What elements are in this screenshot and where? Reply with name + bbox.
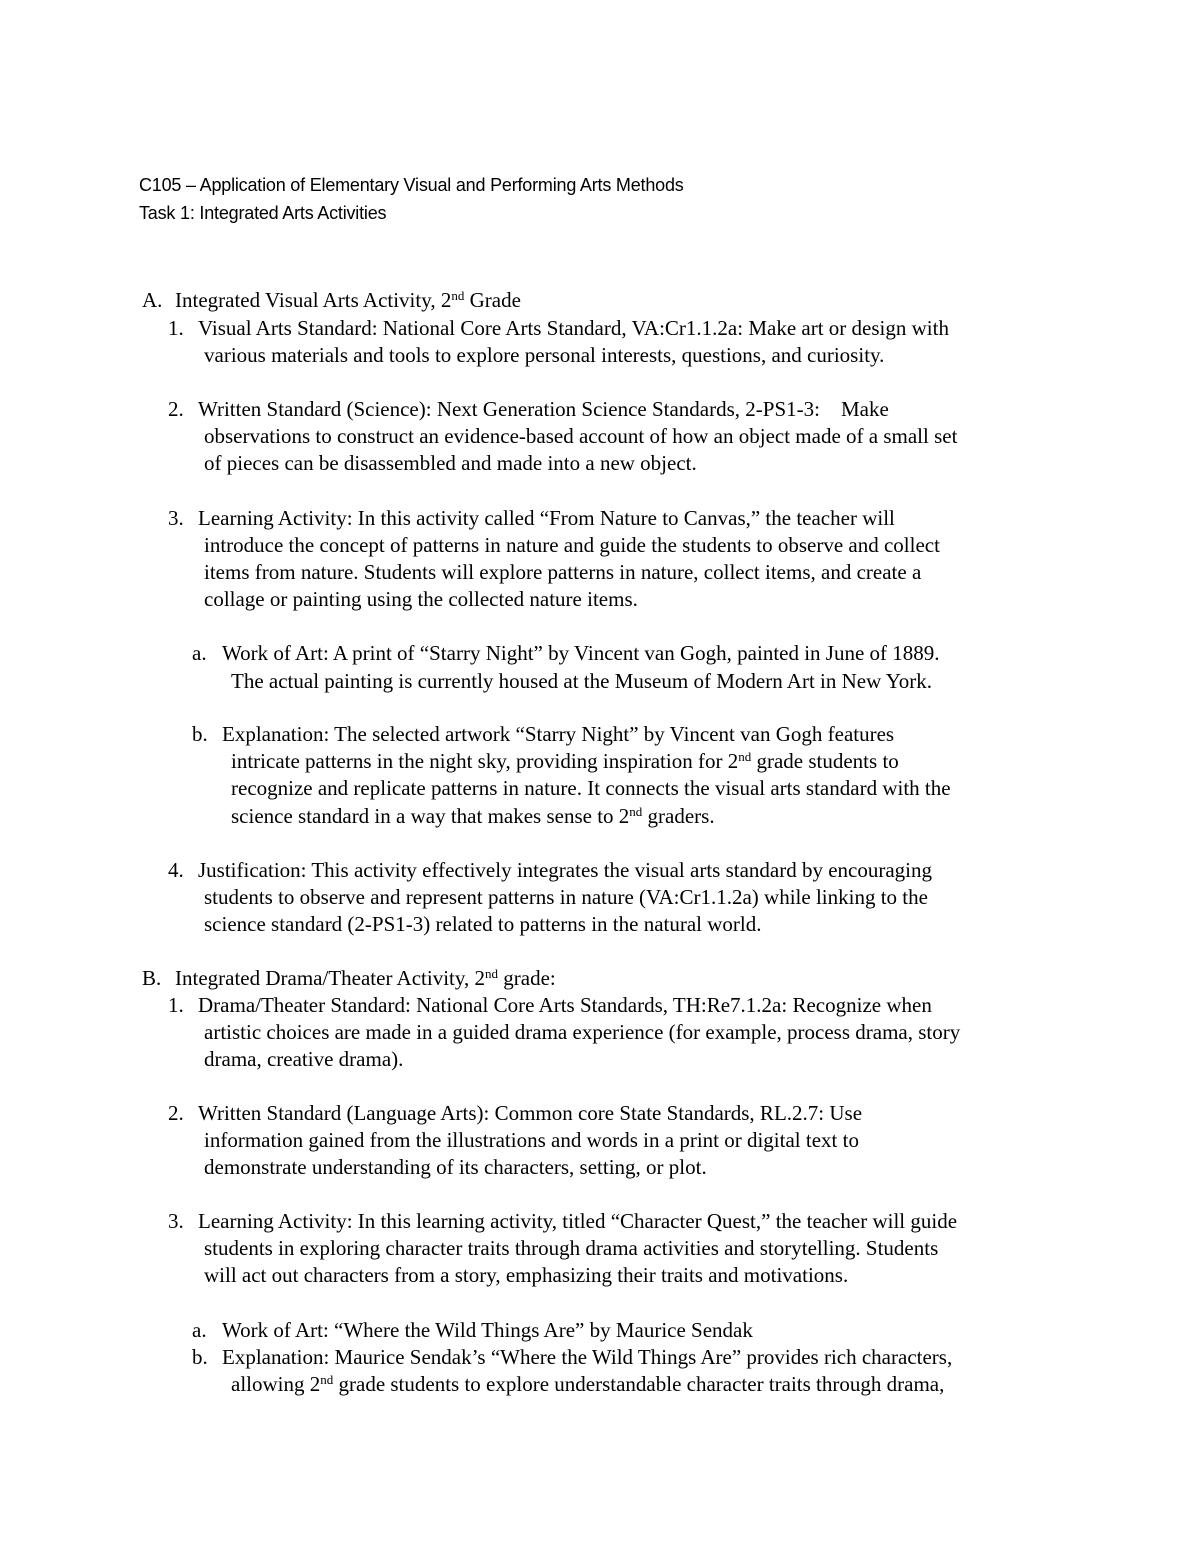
a-item4-line2: students to observe and represent patterns in nature (VA:Cr1.1.2a) while linking to the (204, 885, 928, 909)
section-a-marker: A. (142, 288, 163, 312)
b-item2-marker: 2. (168, 1101, 184, 1125)
b-item1-line1: Drama/Theater Standard: National Core Arts Standards, TH:Re7.1.2a: Recognize when (198, 993, 932, 1017)
b-sub-b-line2: allowing 2nd grade students to explore understandable character traits through drama, (231, 1372, 945, 1396)
b-item1-line2: artistic choices are made in a guided drama experience (for example, process drama, story (204, 1020, 961, 1044)
a-item2-marker: 2. (168, 397, 184, 421)
task-title: Task 1: Integrated Arts Activities (139, 203, 387, 223)
b-sub-b-marker: b. (192, 1345, 208, 1369)
b-item3-marker: 3. (168, 1209, 184, 1233)
a-sub-b-line4: science standard in a way that makes sense to 2nd graders. (231, 804, 715, 828)
a-sub-b-line2: intricate patterns in the night sky, providing inspiration for 2nd grade students to (231, 749, 899, 773)
a-item1-line2: various materials and tools to explore personal interests, questions, and curiosity. (204, 343, 885, 367)
a-sub-a-line2: The actual painting is currently housed at the Museum of Modern Art in New York. (231, 669, 933, 693)
a-item4-line3: science standard (2-PS1-3) related to patterns in the natural world. (204, 912, 762, 936)
a-item4-marker: 4. (168, 858, 184, 882)
section-b-heading: Integrated Drama/Theater Activity, 2nd grade: (175, 966, 556, 990)
a-item1-marker: 1. (168, 316, 184, 340)
a-item2-line1: Written Standard (Science): Next Generation Science Standards, 2-PS1-3: Make (198, 397, 889, 421)
b-item1-line3: drama, creative drama). (204, 1047, 404, 1071)
a-sub-a-marker: a. (192, 641, 207, 665)
b-item3-line3: will act out characters from a story, emphasizing their traits and motivations. (204, 1263, 849, 1287)
a-item3-line2: introduce the concept of patterns in nature and guide the students to observe and collect (204, 533, 940, 557)
a-item2-line3: of pieces can be disassembled and made into a new object. (204, 451, 697, 475)
a-sub-b-marker: b. (192, 722, 208, 746)
b-sub-a-marker: a. (192, 1318, 207, 1342)
b-item3-line2: students in exploring character traits through drama activities and storytelling. Students (204, 1236, 939, 1260)
a-sub-b-line3: recognize and replicate patterns in nature. It connects the visual arts standard with the (231, 776, 951, 800)
b-item2-line1: Written Standard (Language Arts): Common core State Standards, RL.2.7: Use (198, 1101, 863, 1125)
b-sub-a-line1: Work of Art: “Where the Wild Things Are” by Maurice Sendak (222, 1318, 753, 1342)
section-b-marker: B. (142, 966, 162, 990)
b-item3-line1: Learning Activity: In this learning activity, titled “Character Quest,” the teacher will guide (198, 1209, 958, 1233)
a-item3-line4: collage or painting using the collected nature items. (204, 587, 638, 611)
a-item4-line1: Justification: This activity effectively integrates the visual arts standard by encouraging (198, 858, 933, 882)
a-item2-line2: observations to construct an evidence-based account of how an object made of a small set (204, 424, 958, 448)
a-sub-a-line1: Work of Art: A print of “Starry Night” by Vincent van Gogh, painted in June of 1889. (222, 641, 940, 665)
section-a-heading: Integrated Visual Arts Activity, 2nd Grade (175, 288, 521, 312)
b-item2-line3: demonstrate understanding of its characters, setting, or plot. (204, 1155, 707, 1179)
a-item1-line1: Visual Arts Standard: National Core Arts Standard, VA:Cr1.1.2a: Make art or design with (198, 316, 949, 340)
b-item2-line2: information gained from the illustrations and words in a print or digital text to (204, 1128, 859, 1152)
a-item3-marker: 3. (168, 506, 184, 530)
course-title: C105 – Application of Elementary Visual and Performing Arts Methods (139, 175, 684, 195)
a-item3-line3: items from nature. Students will explore patterns in nature, collect items, and create a (204, 560, 922, 584)
b-item1-marker: 1. (168, 993, 184, 1017)
a-sub-b-line1: Explanation: The selected artwork “Starry Night” by Vincent van Gogh features (222, 722, 895, 746)
b-sub-b-line1: Explanation: Maurice Sendak’s “Where the Wild Things Are” provides rich characters, (222, 1345, 953, 1369)
a-item3-line1: Learning Activity: In this activity called “From Nature to Canvas,” the teacher will (198, 506, 895, 530)
